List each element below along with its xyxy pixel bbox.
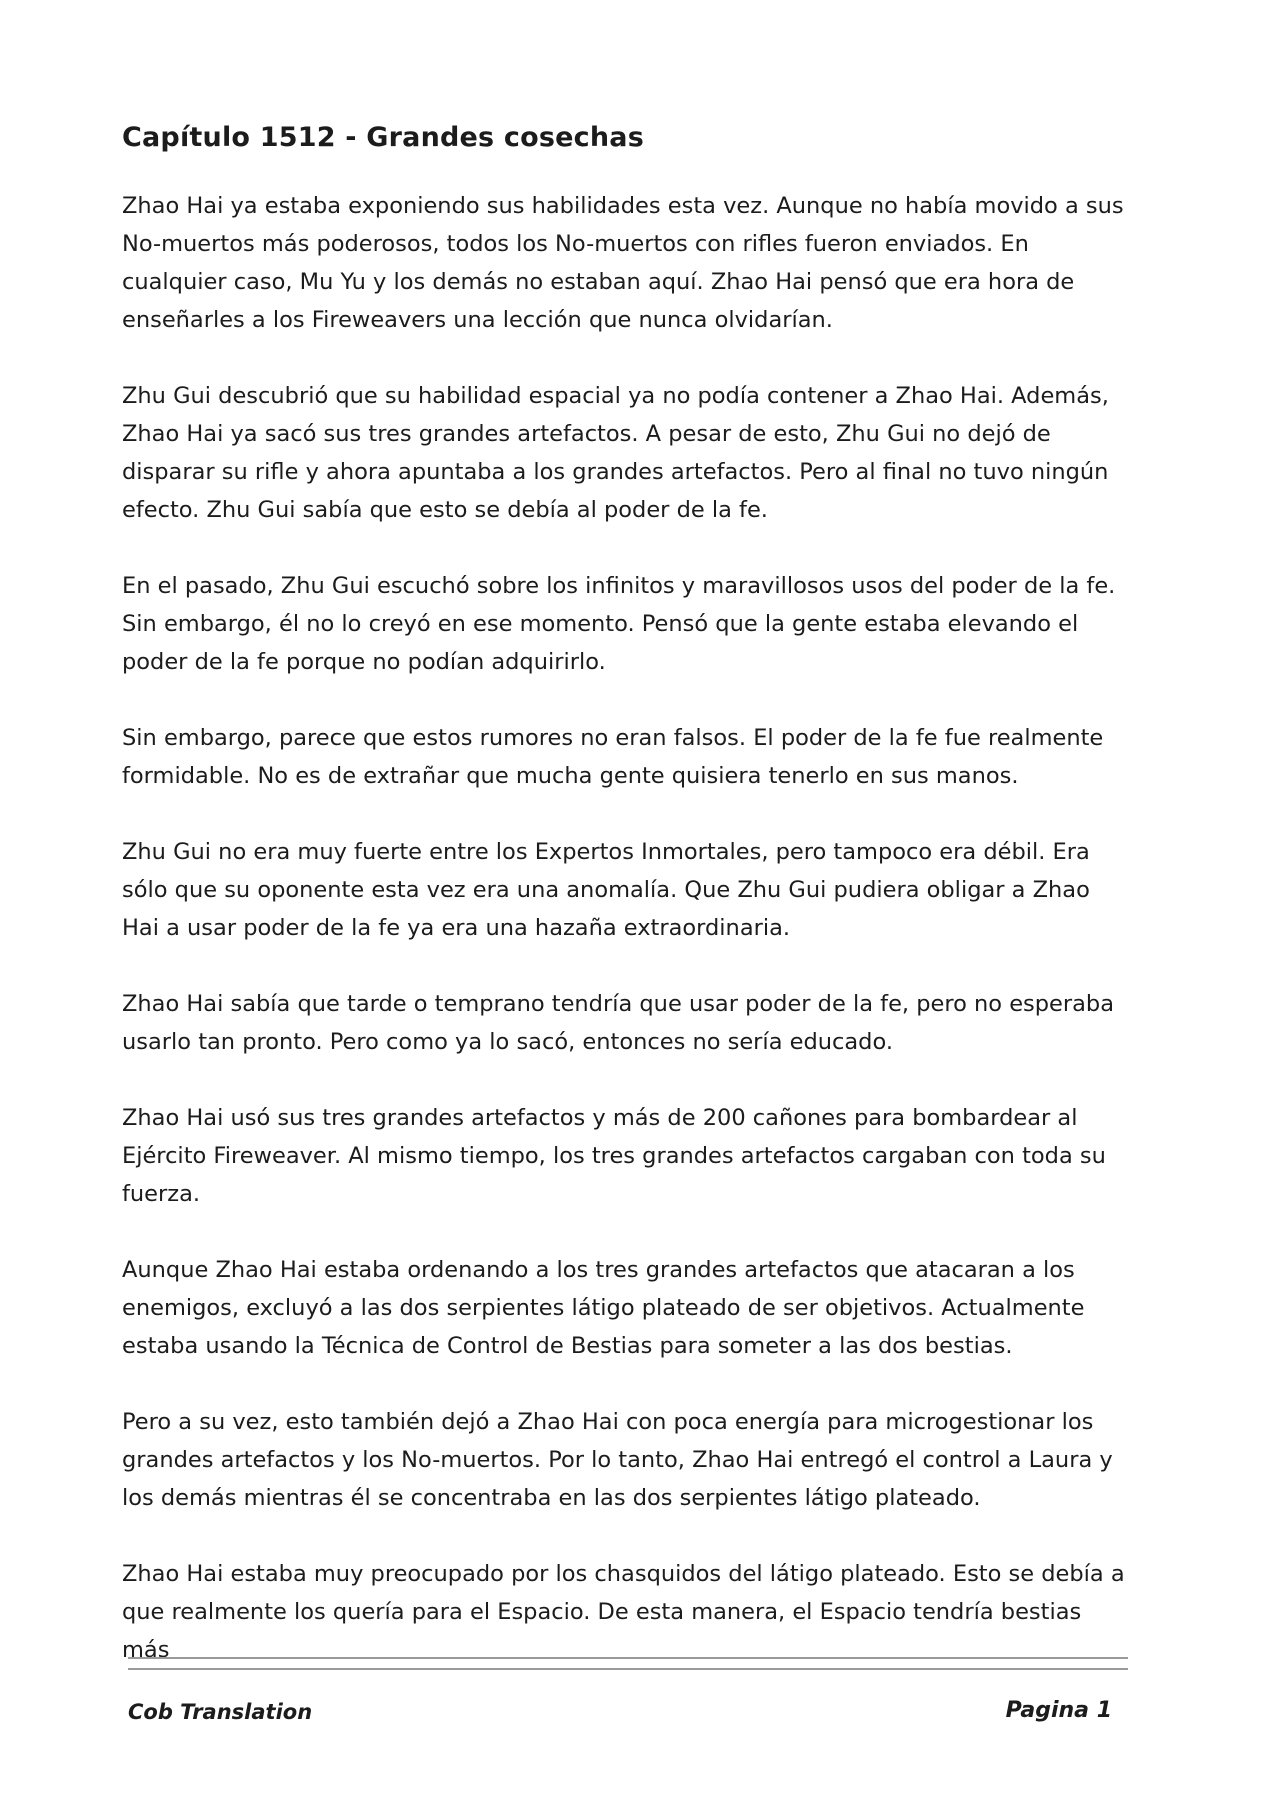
paragraph: En el pasado, Zhu Gui escuchó sobre los infinitos y maravillosos usos del poder de la fe. Sin embargo, él no lo creyó en ese momento. Pensó que la gente estaba elevando el poder de la fe porque no podían adquirirlo. bbox=[122, 573, 1116, 675]
paragraph: Zhao Hai sabía que tarde o temprano tendría que usar poder de la fe, pero no esperaba usarlo tan pronto. Pero como ya lo sacó, entonces no sería educado. bbox=[122, 991, 1114, 1055]
paragraph: Pero a su vez, esto también dejó a Zhao Hai con poca energía para microgestionar los grandes artefactos y los No-muertos. Por lo tanto, Zhao Hai entregó el control a Laura y los demás mientras él se concentraba en las dos serpientes látigo plateado. bbox=[122, 1409, 1113, 1511]
paragraph: Zhao Hai estaba muy preocupado por los chasquidos del látigo plateado. Esto se debía a que realmente los quería para el Espacio. De esta manera, el Espacio tendría bestias más bbox=[122, 1561, 1125, 1663]
paragraph: Zhao Hai usó sus tres grandes artefactos y más de 200 cañones para bombardear al Ejército Fireweaver. Al mismo tiempo, los tres grandes artefactos cargaban con toda su fuerza. bbox=[122, 1105, 1106, 1207]
footer-divider-bottom bbox=[128, 1668, 1128, 1670]
paragraph: Zhu Gui descubrió que su habilidad espacial ya no podía contener a Zhao Hai. Además, Zhao Hai ya sacó sus tres grandes artefactos. A pesar de esto, Zhu Gui no dejó de disparar su rifle y ahora apuntaba a los grandes artefactos. Pero al final no tuvo ningún efecto. Zhu Gui sabía que esto se debía al poder de la fe. bbox=[122, 383, 1109, 523]
footer-page-number: Pagina 1 bbox=[1005, 1698, 1112, 1723]
page-content bbox=[122, 122, 1132, 1707]
footer-translator: Cob Translation bbox=[128, 1700, 313, 1724]
paragraph: Zhao Hai ya estaba exponiendo sus habilidades esta vez. Aunque no había movido a sus No-muertos más poderosos, todos los No-muertos con rifles fueron enviados. En cualquier caso, Mu Yu y los demás no estaban aquí. Zhao Hai pensó que era hora de enseñarles a los Fireweavers una lección que nunca olvidarían. bbox=[122, 193, 1124, 333]
footer-divider-top bbox=[128, 1657, 1128, 1659]
chapter-title: Capítulo 1512 - Grandes cosechas bbox=[122, 122, 644, 153]
paragraph: Sin embargo, parece que estos rumores no eran falsos. El poder de la fe fue realmente formidable. No es de extrañar que mucha gente quisiera tenerlo en sus manos. bbox=[122, 725, 1104, 789]
paragraph: Zhu Gui no era muy fuerte entre los Expertos Inmortales, pero tampoco era débil. Era sólo que su oponente esta vez era una anomalía. Que Zhu Gui pudiera obligar a Zhao Hai a usar poder de la fe ya era una hazaña extraordinaria. bbox=[122, 839, 1090, 941]
paragraph: Aunque Zhao Hai estaba ordenando a los tres grandes artefactos que atacaran a los enemigos, excluyó a las dos serpientes látigo plateado de ser objetivos. Actualmente estaba usando la Técnica de Control de Bestias para someter a las dos bestias. bbox=[122, 1257, 1085, 1359]
